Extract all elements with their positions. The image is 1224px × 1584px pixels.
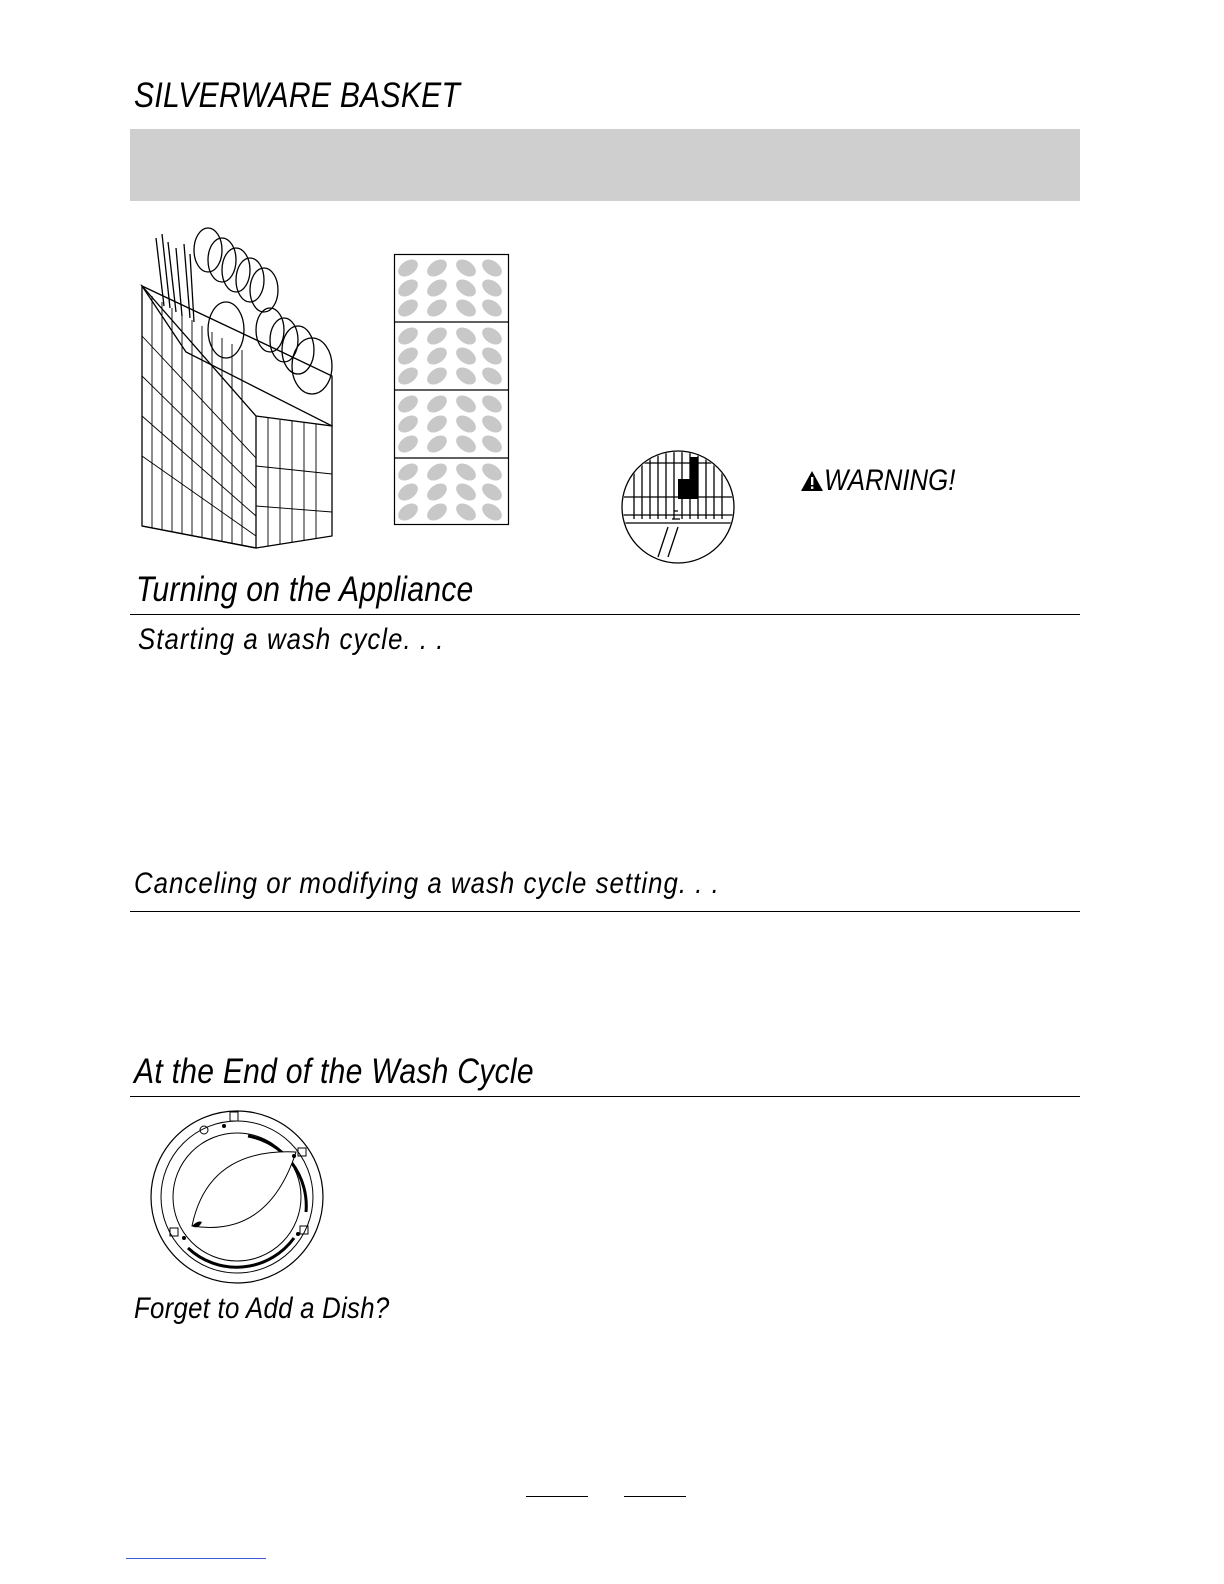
divider [130, 911, 1080, 912]
footer-rule-right [624, 1496, 686, 1497]
heading-canceling: Canceling or modifying a wash cycle setting. . . [134, 867, 720, 900]
heading-end-of-cycle: At the End of the Wash Cycle [134, 1052, 534, 1091]
divider [130, 614, 1080, 615]
basket-grid-icon [394, 254, 509, 526]
heading-forget-dish: Forget to Add a Dish? [134, 1292, 390, 1325]
heading-starting: Starting a wash cycle. . . [138, 623, 445, 656]
footer-rule-left [526, 1496, 588, 1497]
page-title: SILVERWARE BASKET [134, 76, 461, 115]
silverware-basket-icon [136, 226, 366, 556]
gray-band [130, 129, 1080, 201]
heading-turning-on: Turning on the Appliance [136, 570, 474, 609]
basket-detail-icon [620, 449, 736, 565]
warning-triangle-icon [800, 470, 824, 492]
warning-label [800, 464, 977, 498]
divider [130, 1096, 1080, 1097]
footer-link-underline [126, 1558, 266, 1559]
control-dial-icon [148, 1108, 328, 1284]
warning-text: WARNING! [824, 464, 956, 497]
